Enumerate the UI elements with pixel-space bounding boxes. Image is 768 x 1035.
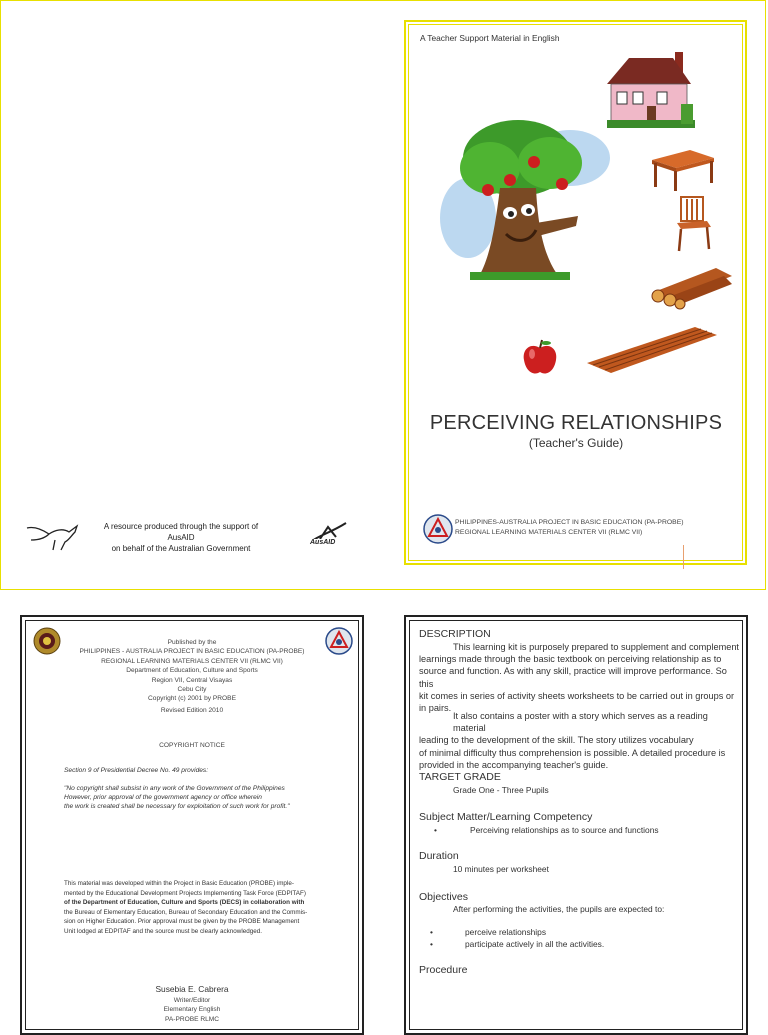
target-grade-heading: TARGET GRADE bbox=[419, 771, 501, 783]
objective-item: participate actively in all the activities. bbox=[465, 939, 605, 949]
desc-p2-line-2: leading to the development of the skill. The story utilizes vocabulary bbox=[419, 735, 694, 746]
author-subject: Elementary English bbox=[163, 1006, 221, 1014]
ausaid-logo-text: AusAID bbox=[310, 539, 336, 546]
subject-matter-value: Perceiving relationships as to source and functions bbox=[470, 825, 659, 835]
publisher-line: Copyright (c) 2001 by PROBE bbox=[148, 695, 236, 703]
dev-line-4: the Bureau of Elementary Education, Bureau of Secondary Education and the Commis- bbox=[64, 908, 308, 916]
support-line-1: A resource produced through the support of AusAID bbox=[103, 522, 259, 542]
copyright-notice-title: COPYRIGHT NOTICE bbox=[159, 742, 225, 749]
cover-title: PERCEIVING RELATIONSHIPS bbox=[429, 412, 723, 434]
dev-line-5: sion on Higher Education. Prior approval must be given by the PROBE Management bbox=[64, 918, 300, 926]
desc-p1-line-3: source and function. As with any skill, practice will improve performance. So this bbox=[419, 666, 727, 689]
support-statement bbox=[96, 521, 266, 554]
objective-bullet: • bbox=[430, 939, 433, 949]
objective-bullet: • bbox=[430, 927, 433, 937]
author-role: Writer/Editor bbox=[173, 997, 211, 1004]
procedure-heading: Procedure bbox=[419, 964, 468, 976]
deped-seal-icon bbox=[33, 627, 61, 655]
desc-p2-line-1: It also contains a poster with a story which serves as a reading material bbox=[453, 711, 708, 734]
publisher-line: Cebu City bbox=[177, 686, 207, 694]
author-name: Susebia E. Cabrera bbox=[155, 984, 229, 994]
duration-heading: Duration bbox=[419, 850, 459, 862]
decree-quote bbox=[64, 784, 356, 812]
desc-p2-line-3: of minimal difficulty thus comprehension is possible. A detailed procedure is bbox=[419, 747, 726, 758]
decree-line-2: However, prior approval of the government agency or office wherein bbox=[64, 794, 262, 802]
decree-heading: Section 9 of Presidential Decree No. 49 provides: bbox=[64, 767, 209, 774]
desc-p1-line-4: kit comes in series of activity sheets worksheets to be carried out in groups or bbox=[419, 690, 735, 701]
author-org: PA-PROBE RLMC bbox=[164, 1015, 220, 1023]
publisher-block bbox=[60, 638, 324, 715]
subject-matter-heading: Subject Matter/Learning Competency bbox=[419, 811, 593, 823]
chair-icon bbox=[673, 195, 713, 253]
tree-icon bbox=[440, 118, 615, 288]
desc-p1-line-2: learnings made through the basic textbook on perceiving relationship as to bbox=[419, 654, 722, 665]
cover-subtitle: (Teacher's Guide) bbox=[528, 436, 624, 450]
kangaroo-logo-icon bbox=[25, 520, 80, 552]
subject-bullet: • bbox=[434, 825, 437, 835]
publisher-line: Published by the bbox=[167, 639, 217, 646]
org-line-2: REGIONAL LEARNING MATERIALS CENTER VII (RLMC VII) bbox=[455, 529, 643, 536]
desc-p1-line-1: This learning kit is purposely prepared to supplement and complement bbox=[453, 642, 739, 652]
objective-item: perceive relationships bbox=[465, 927, 547, 937]
objectives-intro: After performing the activities, the pupils are expected to: bbox=[453, 904, 665, 914]
target-grade-value: Grade One - Three Pupils bbox=[453, 785, 549, 795]
logs-icon bbox=[646, 266, 736, 310]
author-details bbox=[60, 996, 324, 1024]
probe-seal-icon bbox=[423, 514, 453, 544]
description-heading: DESCRIPTION bbox=[419, 628, 491, 640]
probe-seal-icon bbox=[325, 627, 353, 655]
publisher-line: Region VII, Central Visayas bbox=[151, 676, 233, 684]
crop-mark bbox=[683, 545, 684, 569]
objectives-heading: Objectives bbox=[419, 891, 469, 903]
org-line-1: PHILIPPINES-AUSTRALIA PROJECT IN BASIC EDUCATION (PA-PROBE) bbox=[455, 519, 684, 526]
duration-value: 10 minutes per worksheet bbox=[453, 864, 549, 874]
dev-line-1: This material was developed within the Project in Basic Education (PROBE) imple- bbox=[64, 880, 294, 887]
desc-p1-line-5: in pairs. bbox=[419, 703, 452, 714]
cover-organization bbox=[455, 518, 684, 538]
apple-icon bbox=[520, 338, 560, 378]
planks-icon bbox=[585, 325, 719, 377]
support-line-2: on behalf of the Australian Government bbox=[111, 544, 251, 553]
house-icon bbox=[605, 48, 695, 130]
publisher-line: PHILIPPINES - AUSTRALIA PROJECT IN BASIC EDUCATION (PA-PROBE) bbox=[79, 648, 305, 656]
dev-line-3: of the Department of Education, Culture and Sports (DECS) in collaboration with bbox=[64, 899, 305, 907]
decree-line-1: "No copyright shall subsist in any work of the Government of the Philippines bbox=[64, 785, 285, 792]
development-statement bbox=[64, 879, 356, 937]
dev-line-6: Unit lodged at EDPITAF and the source must be clearly acknowledged. bbox=[64, 927, 262, 935]
publisher-line: Department of Education, Culture and Sports bbox=[126, 667, 258, 675]
desc-p2-line-4: provided in the accompanying teacher's guide. bbox=[419, 759, 609, 770]
dev-line-2: mented by the Educational Development Projects Implementing Task Force (EDPITAF) bbox=[64, 889, 306, 897]
decree-line-3: the work is created shall be necessary for exploitation of such work for profit." bbox=[64, 803, 290, 811]
publisher-line: Revised Edition 2010 bbox=[160, 706, 224, 714]
description-paragraph-1 bbox=[419, 641, 743, 714]
cover-tagline: A Teacher Support Material in English bbox=[420, 33, 560, 43]
ausaid-logo bbox=[306, 519, 356, 551]
description-paragraph-2 bbox=[419, 710, 743, 771]
table-icon bbox=[650, 146, 716, 192]
publisher-line: REGIONAL LEARNING MATERIALS CENTER VII (RLMC VII) bbox=[101, 657, 283, 665]
